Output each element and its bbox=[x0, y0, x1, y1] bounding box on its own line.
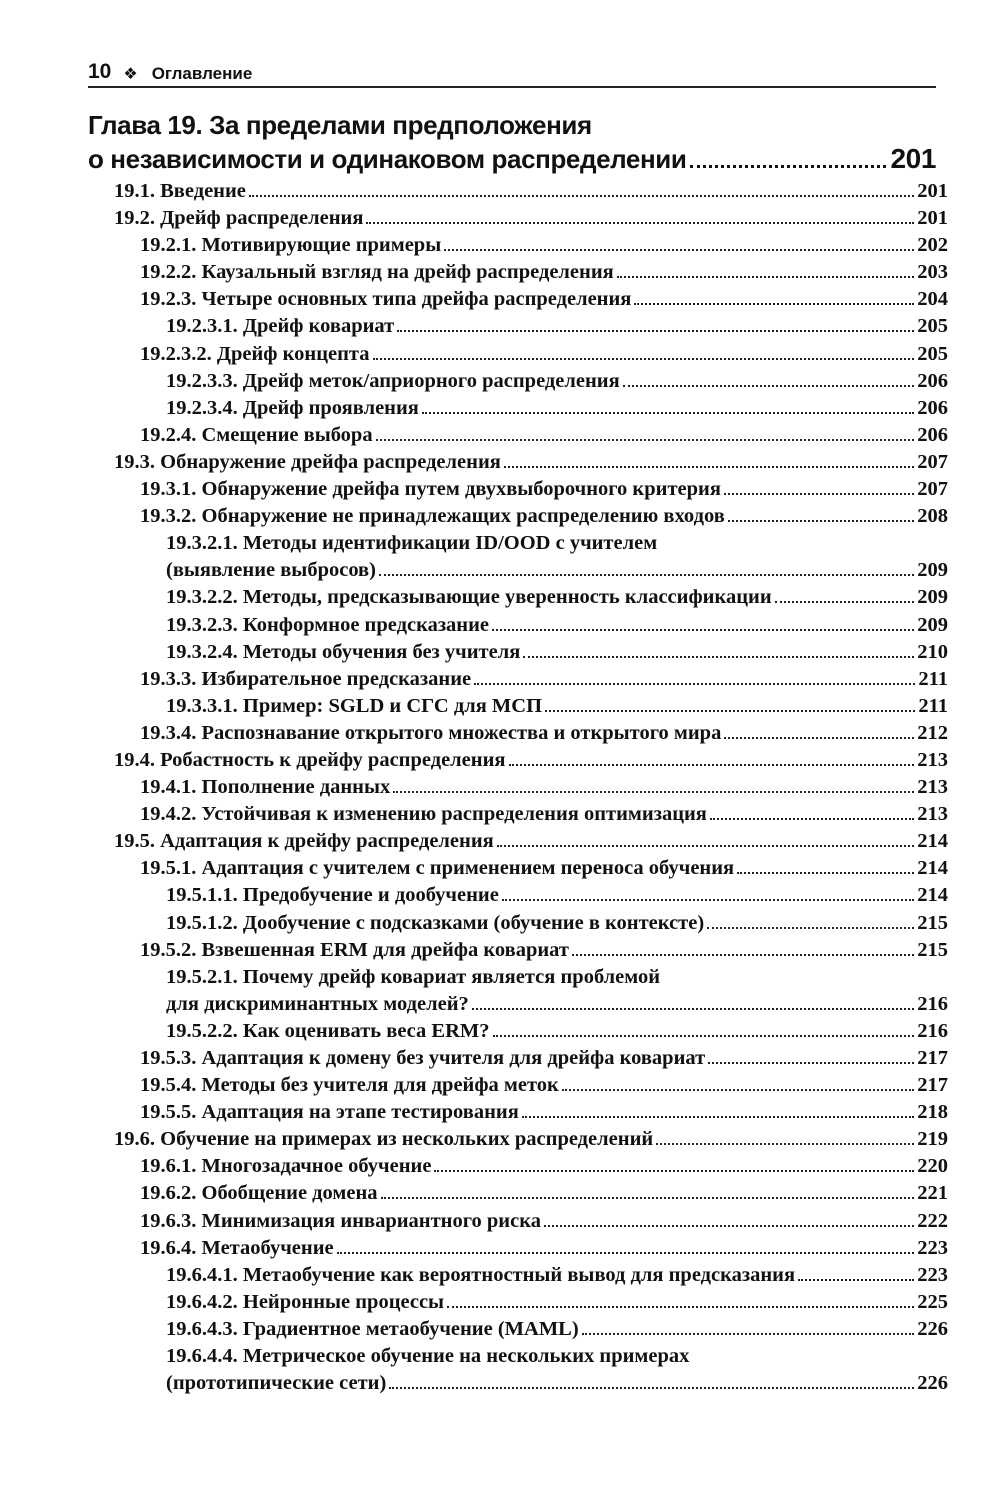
toc-entry-page: 213 bbox=[917, 776, 948, 799]
toc-entry-title: 19.6. Обучение на примерах из нескольких распределений bbox=[114, 1128, 654, 1151]
dot-leader bbox=[422, 412, 914, 414]
toc-entry bbox=[140, 341, 948, 368]
dot-leader bbox=[502, 899, 914, 901]
dot-leader bbox=[634, 303, 914, 305]
toc-entry bbox=[166, 1316, 948, 1343]
toc-entry-title: 19.1. Введение bbox=[114, 180, 246, 202]
toc-entry-title: 19.3.4. Распознавание открытого множества и открытого мира bbox=[140, 721, 722, 744]
dot-leader bbox=[249, 195, 914, 197]
toc-entry-page: 208 bbox=[917, 505, 948, 528]
toc-entry-title: 19.3.2.1. Методы идентификации ID/OOD с учителем bbox=[166, 532, 658, 555]
toc-entry-title: 19.5.2.2. Как оценивать веса ERM? bbox=[166, 1019, 490, 1042]
toc-entry bbox=[114, 747, 948, 774]
dot-leader bbox=[562, 1089, 914, 1091]
toc-entry-title: 19.6.1. Многозадачное обучение bbox=[140, 1155, 432, 1178]
toc-entry-page: 206 bbox=[917, 423, 948, 446]
toc-entry bbox=[140, 476, 948, 503]
dot-leader bbox=[582, 1333, 915, 1335]
dot-leader bbox=[493, 1035, 915, 1037]
page-number: 10 bbox=[88, 60, 112, 83]
toc-entry-page: 216 bbox=[917, 992, 948, 1015]
toc-entry-title: 19.5.1. Адаптация с учителем с применением переноса обучения bbox=[140, 857, 735, 880]
toc-entry bbox=[140, 666, 948, 693]
toc-entry bbox=[140, 937, 948, 964]
toc-entry-title: 19.3.2.2. Методы, предсказывающие уверенность классификации bbox=[166, 586, 772, 609]
toc-entry-page: 205 bbox=[917, 315, 948, 338]
toc-entry-page: 226 bbox=[917, 1372, 948, 1395]
toc-entry-continuation: (выявление выбросов) bbox=[166, 559, 376, 582]
toc-entry-title: 19.4.2. Устойчивая к изменению распределения оптимизация bbox=[140, 803, 707, 826]
dot-leader bbox=[544, 1225, 914, 1227]
toc-entry bbox=[114, 449, 948, 476]
toc-entry-title: 19.5. Адаптация к дрейфу распределения bbox=[114, 830, 494, 853]
toc-entry-title: 19.4.1. Пополнение данных bbox=[140, 776, 391, 799]
toc-entry-page: 214 bbox=[917, 884, 948, 907]
toc-entry-continuation: для дискриминантных моделей? bbox=[166, 992, 469, 1015]
toc-entry bbox=[140, 1045, 948, 1072]
dot-leader bbox=[572, 954, 914, 956]
toc-entry-page: 222 bbox=[917, 1209, 948, 1232]
toc-entry-page: 207 bbox=[917, 478, 948, 501]
toc-entry-page: 212 bbox=[917, 721, 948, 744]
toc-entry-page: 211 bbox=[918, 667, 948, 690]
dot-leader bbox=[373, 358, 915, 360]
toc-entry-title: 19.2. Дрейф распределения bbox=[114, 207, 364, 230]
dot-leader bbox=[728, 520, 914, 522]
toc-entry-page: 223 bbox=[917, 1236, 948, 1259]
toc-list bbox=[0, 178, 1000, 1397]
toc-entry-page: 220 bbox=[917, 1155, 948, 1178]
toc-entry-page: 221 bbox=[917, 1182, 948, 1205]
toc-entry-title: 19.6.4.1. Метаобучение как вероятностный вывод для предсказания bbox=[166, 1263, 796, 1286]
dot-leader bbox=[497, 845, 915, 847]
dot-leader bbox=[337, 1252, 915, 1254]
toc-entry-title: 19.5.2.1. Почему дрейф ковариат является проблемой bbox=[166, 965, 661, 988]
toc-entry bbox=[166, 639, 948, 666]
toc-entry-title: 19.4. Робастность к дрейфу распределения bbox=[114, 748, 506, 771]
toc-entry-page: 204 bbox=[917, 288, 948, 311]
toc-entry-title: 19.6.4.4. Метрическое обучение на нескольких примерах bbox=[166, 1345, 690, 1368]
dot-leader bbox=[523, 656, 914, 658]
toc-entry-title: 19.5.1.1. Предобучение и дообучение bbox=[166, 884, 499, 907]
toc-entry bbox=[140, 422, 948, 449]
toc-entry-page: 213 bbox=[917, 748, 948, 771]
toc-entry-title: 19.2.3. Четыре основных типа дрейфа распределения bbox=[140, 288, 632, 311]
dot-leader bbox=[366, 222, 914, 224]
toc-entry bbox=[166, 1289, 948, 1316]
toc-entry-title: 19.6.3. Минимизация инвариантного риска bbox=[140, 1209, 541, 1232]
toc-entry-page: 201 bbox=[917, 207, 948, 230]
toc-entry bbox=[166, 557, 948, 584]
dot-leader bbox=[472, 1008, 914, 1010]
toc-entry bbox=[140, 503, 948, 530]
toc-entry-page: 206 bbox=[917, 369, 948, 392]
toc-entry bbox=[166, 1018, 948, 1045]
dot-leader bbox=[623, 385, 915, 387]
dot-leader bbox=[707, 927, 914, 929]
toc-entry-page: 202 bbox=[917, 234, 948, 257]
toc-entry-title: 19.2.3.2. Дрейф концепта bbox=[140, 342, 370, 365]
toc-entry-page: 207 bbox=[917, 450, 948, 473]
dot-leader bbox=[504, 466, 914, 468]
toc-entry-page: 214 bbox=[917, 857, 948, 880]
toc-entry-title: 19.3.1. Обнаружение дрейфа путем двухвыборочного критерия bbox=[140, 478, 721, 501]
toc-entry-title: 19.2.3.1. Дрейф ковариат bbox=[166, 315, 395, 338]
toc-entry bbox=[166, 584, 948, 611]
dot-leader bbox=[545, 710, 915, 712]
toc-entry-title: 19.5.1.2. Дообучение с подсказками (обучение в контексте) bbox=[166, 911, 705, 934]
dot-leader bbox=[397, 330, 914, 332]
toc-entry bbox=[166, 991, 948, 1018]
dot-leader bbox=[724, 493, 914, 495]
toc-entry bbox=[140, 774, 948, 801]
toc-entry-title: 19.3.3. Избирательное предсказание bbox=[140, 667, 472, 690]
dot-leader bbox=[381, 1197, 915, 1199]
dot-leader bbox=[376, 439, 915, 441]
toc-entry-page: 217 bbox=[917, 1074, 948, 1097]
toc-entry-title: 19.6.4. Метаобучение bbox=[140, 1236, 334, 1259]
dot-leader bbox=[447, 1306, 914, 1308]
dot-leader bbox=[389, 1387, 914, 1389]
dot-leader bbox=[379, 574, 914, 576]
toc-entry-page: 206 bbox=[917, 396, 948, 419]
toc-entry-title: 19.3.2.4. Методы обучения без учителя bbox=[166, 640, 521, 663]
toc-entry bbox=[140, 259, 948, 286]
toc-entry-title: 19.6.2. Обобщение домена bbox=[140, 1182, 378, 1205]
toc-entry-title: 19.2.2. Каузальный взгляд на дрейф распределения bbox=[140, 261, 614, 284]
toc-entry-title: 19.2.4. Смещение выбора bbox=[140, 423, 373, 446]
dot-leader bbox=[522, 1116, 914, 1118]
toc-entry-title: 19.2.3.3. Дрейф меток/априорного распределения bbox=[166, 369, 620, 392]
toc-entry-page: 218 bbox=[917, 1101, 948, 1124]
toc-entry bbox=[166, 1370, 948, 1397]
ornament-icon: ❖ bbox=[123, 66, 138, 83]
toc-entry-title: 19.3.2. Обнаружение не принадлежащих распределению входов bbox=[140, 505, 725, 528]
toc-entry-title: 19.2.1. Мотивирующие примеры bbox=[140, 234, 442, 257]
toc-entry-page: 215 bbox=[917, 911, 948, 934]
toc-entry-title: 19.5.5. Адаптация на этапе тестирования bbox=[140, 1101, 519, 1124]
dot-leader bbox=[798, 1279, 914, 1281]
toc-entry-page: 211 bbox=[918, 694, 948, 717]
toc-entry bbox=[114, 1126, 948, 1153]
toc-entry bbox=[140, 1180, 948, 1207]
section-title: Оглавление bbox=[151, 64, 253, 83]
dot-leader bbox=[656, 1143, 914, 1145]
toc-entry bbox=[166, 882, 948, 909]
dot-leader bbox=[434, 1170, 914, 1172]
toc-entry-page: 209 bbox=[917, 586, 948, 609]
dot-leader bbox=[474, 683, 915, 685]
chapter-title-line2-row bbox=[88, 142, 936, 176]
dot-leader bbox=[444, 249, 914, 251]
toc-entry-page: 226 bbox=[917, 1317, 948, 1340]
toc-entry bbox=[166, 612, 948, 639]
toc-entry-page: 209 bbox=[917, 559, 948, 582]
toc-entry bbox=[114, 178, 948, 205]
toc-entry bbox=[166, 693, 948, 720]
running-header bbox=[88, 60, 936, 88]
toc-entry-title: 19.6.4.3. Градиентное метаобучение (MAML) bbox=[166, 1317, 579, 1340]
toc-entry bbox=[140, 720, 948, 747]
dot-leader bbox=[509, 764, 915, 766]
dot-leader bbox=[737, 872, 914, 874]
toc-entry bbox=[140, 801, 948, 828]
dot-leader bbox=[492, 629, 914, 631]
toc-entry bbox=[140, 1099, 948, 1126]
toc-entry-page: 201 bbox=[917, 180, 948, 202]
chapter-heading bbox=[88, 108, 936, 176]
chapter-title-line2: о независимости и одинаковом распределении bbox=[88, 144, 687, 174]
toc-entry-page: 213 bbox=[917, 803, 948, 826]
toc-entry-page: 215 bbox=[917, 938, 948, 961]
dot-leader bbox=[710, 818, 914, 820]
toc-entry-continuation: (прототипические сети) bbox=[166, 1372, 387, 1395]
toc-entry bbox=[166, 313, 948, 340]
toc-entry bbox=[140, 855, 948, 882]
toc-entry-page: 225 bbox=[917, 1290, 948, 1313]
toc-entry-page: 203 bbox=[917, 261, 948, 284]
toc-entry bbox=[140, 1153, 948, 1180]
toc-entry-page: 216 bbox=[917, 1019, 948, 1042]
toc-entry bbox=[166, 910, 948, 937]
toc-entry-page: 209 bbox=[917, 613, 948, 636]
toc-entry-title: 19.5.2. Взвешенная ERM для дрейфа ковариат bbox=[140, 938, 569, 961]
toc-entry-page: 217 bbox=[917, 1047, 948, 1069]
dot-leader bbox=[393, 791, 914, 793]
toc-entry-page: 219 bbox=[917, 1128, 948, 1151]
dot-leader bbox=[775, 601, 915, 603]
dot-leader bbox=[708, 1062, 914, 1064]
toc-entry-title: 19.5.4. Методы без учителя для дрейфа меток bbox=[140, 1074, 559, 1097]
toc-entry-title: 19.6.4.2. Нейронные процессы bbox=[166, 1290, 445, 1313]
chapter-title-line1: Глава 19. За пределами предположения bbox=[88, 110, 592, 140]
toc-entry-title: 19.3. Обнаружение дрейфа распределения bbox=[114, 450, 501, 473]
toc-entry-page: 210 bbox=[917, 640, 948, 663]
toc-entry-title: 19.3.2.3. Конформное предсказание bbox=[166, 613, 490, 636]
toc-entry bbox=[166, 395, 948, 422]
toc-entry-title: 19.5.3. Адаптация к домену без учителя для дрейфа ковариат bbox=[140, 1047, 706, 1069]
toc-entry-title: 19.3.3.1. Пример: SGLD и СГС для МСП bbox=[166, 694, 543, 717]
toc-entry-page: 223 bbox=[917, 1263, 948, 1286]
toc-entry bbox=[114, 828, 948, 855]
dot-leader bbox=[724, 737, 914, 739]
toc-entry-page: 214 bbox=[917, 830, 948, 853]
toc-entry bbox=[140, 1208, 948, 1235]
toc-entry bbox=[140, 232, 948, 259]
toc-entry bbox=[166, 1262, 948, 1289]
toc-entry bbox=[140, 1072, 948, 1099]
dot-leader bbox=[690, 165, 886, 168]
toc-entry bbox=[166, 368, 948, 395]
chapter-page: 201 bbox=[890, 143, 936, 174]
toc-entry bbox=[114, 205, 948, 232]
toc-entry-title: 19.2.3.4. Дрейф проявления bbox=[166, 396, 419, 419]
dot-leader bbox=[617, 276, 915, 278]
toc-entry bbox=[140, 1235, 948, 1262]
toc-entry-page: 205 bbox=[917, 342, 948, 365]
toc-entry bbox=[140, 286, 948, 313]
